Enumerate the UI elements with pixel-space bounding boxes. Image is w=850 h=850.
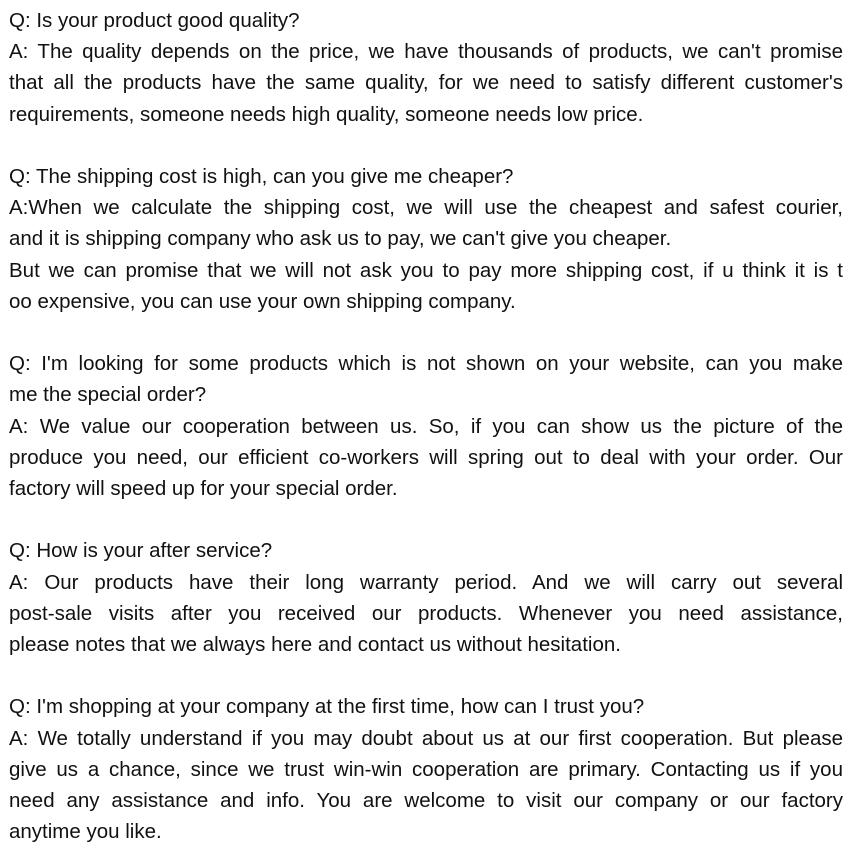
faq-answer-line: that all the products have the same quality, for we need to satisfy different customer's [9,71,843,95]
faq-item-special-order [9,348,843,504]
faq-question: Q: I'm shopping at your company at the first time, how can I trust you? [9,695,645,719]
faq-answer-line: anytime you like. [9,820,162,844]
faq-question: Q: The shipping cost is high, can you give me cheaper? [9,165,514,188]
faq-question-line: me the special order? [9,383,207,407]
faq-item-shipping [9,161,843,317]
faq-answer-line: A:When we calculate the shipping cost, we will use the cheapest and safest courier, [9,196,843,220]
faq-item-quality [9,5,843,130]
faq-answer-line: produce you need, our efficient co-workers will spring out to deal with your order. Our [9,445,843,469]
faq-answer-line: give us a chance, since we trust win-win cooperation are primary. Contacting us if you [9,757,843,781]
faq-question: Q: How is your after service? [9,539,273,563]
faq-answer-line: requirements, someone needs high quality, someone needs low price. [9,102,644,126]
faq-answer-line: factory will speed up for your special order. [9,477,398,501]
faq-answer-line: A: We value our cooperation between us. So, if you can show us the picture of the [9,414,843,438]
faq-document [9,5,843,847]
faq-answer-line: But we can promise that we will not ask you to pay more shipping cost, if u think it is t [9,258,843,282]
faq-answer-line: post-sale visits after you received our products. Whenever you need assistance, [9,601,843,625]
faq-answer-line: A: Our products have their long warranty period. And we will carry out several [9,570,843,594]
faq-answer-line: A: The quality depends on the price, we have thousands of products, we can't promise [9,40,843,64]
faq-answer-line: please notes that we always here and contact us without hesitation. [9,633,621,657]
faq-answer-line: A: We totally understand if you may doubt about us at our first cooperation. But please [9,726,843,750]
faq-question: Q: Is your product good quality? [9,9,300,32]
faq-answer-line: need any assistance and info. You are welcome to visit our company or our factory [9,789,843,813]
faq-item-trust [9,691,843,847]
faq-answer-line: and it is shipping company who ask us to pay, we can't give you cheaper. [9,227,672,251]
faq-question-line: Q: I'm looking for some products which is not shown on your website, can you make [9,352,843,376]
faq-item-after-service [9,535,843,660]
faq-answer-line: oo expensive, you can use your own shipping company. [9,289,516,313]
